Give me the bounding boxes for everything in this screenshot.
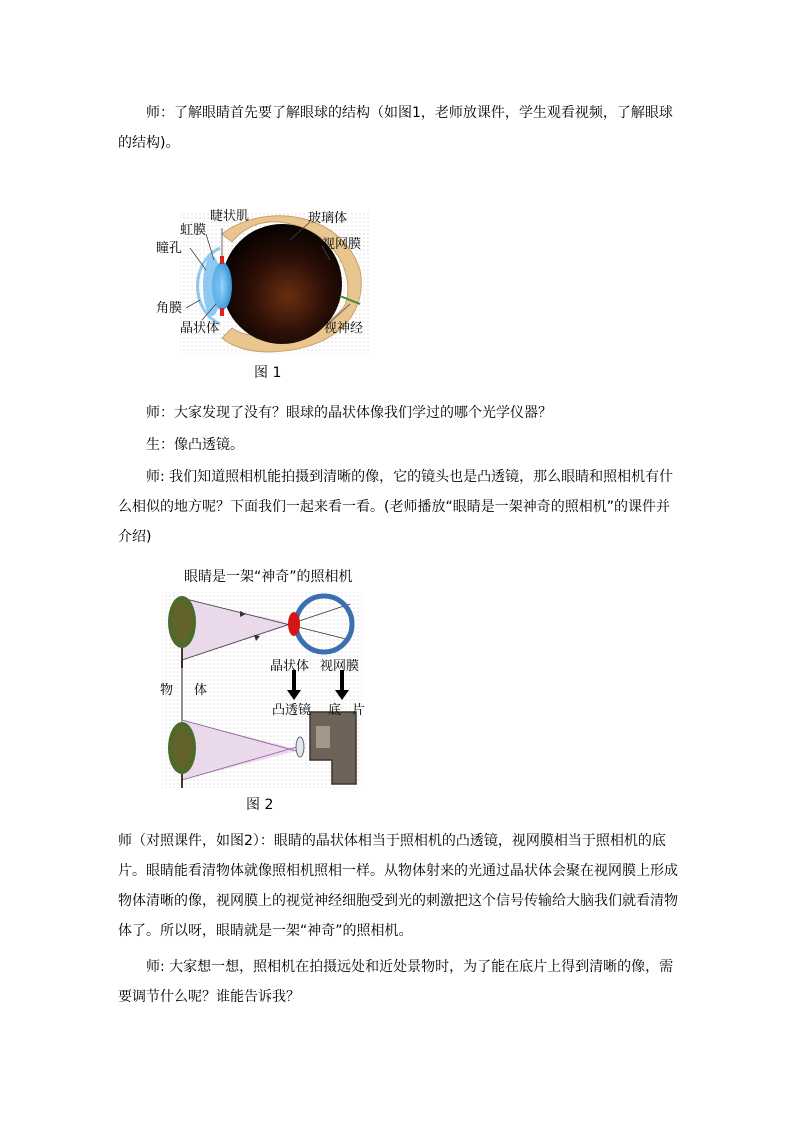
figure-1-eye-diagram — [150, 200, 380, 358]
ciliary-mark-bottom — [220, 308, 224, 316]
camera-mount — [316, 726, 330, 748]
paragraph-1: 师：了解眼睛首先要了解眼球的结构（如图1，老师放课件，学生观看视频，了解眼球的结构)。 — [118, 105, 673, 151]
ciliary-mark-top — [220, 256, 224, 264]
label-film-2: 片 — [352, 703, 366, 718]
paragraph-3: 生：像凸透镜。 — [146, 437, 244, 453]
label-optic-nerve: 视神经 — [324, 321, 364, 336]
paragraph-4: 师: 我们知道照相机能拍摄到清晰的像，它的镜头也是凸透镜，那么眼睛和照相机有什么相似的地方呢？下面我们一起来看一看。(老师播放“眼睛是一架神奇的照相机”的课件并介绍) — [118, 469, 674, 545]
label-vitreous: 玻璃体 — [308, 211, 348, 226]
figure-2-caption: 图 2 — [246, 797, 274, 813]
figure-2-camera-diagram — [160, 590, 370, 790]
paragraph-5: 师（对照课件，如图2）：眼睛的晶状体相当于照相机的凸透镜，视网膜相当于照相机的底片。眼睛能看清物体就像照相机照相一样。从物体射来的光通过晶状体会聚在视网膜上形成物体清晰的像，视网膜上的视觉神经细胞受到光的刺激把这个信号传输给大脑我们就看清物体了。所以呀，眼睛就是一架“神奇”的照相机。 — [118, 833, 678, 939]
figure-2-title: 眼睛是一架“神奇”的照相机 — [184, 569, 353, 585]
label-pupil: 瞳孔 — [156, 241, 183, 256]
label-eye-lens: 晶状体 — [270, 659, 310, 674]
eye-lens-red — [288, 612, 300, 636]
label-object-2: 体 — [194, 683, 208, 698]
label-lens: 晶状体 — [180, 321, 220, 336]
label-object-1: 物 — [160, 683, 174, 698]
label-convex-lens: 凸透镜 — [272, 703, 312, 718]
paragraph-6: 师: 大家想一想，照相机在拍摄远处和近处景物时，为了能在底片上得到清晰的像，需要调节什么呢？谁能告诉我？ — [118, 959, 674, 1005]
iris-shape — [203, 256, 221, 316]
camera-lens — [296, 737, 304, 757]
label-eye-retina: 视网膜 — [320, 659, 360, 674]
label-film-1: 底 — [328, 703, 342, 718]
label-iris: 虹膜 — [180, 223, 207, 238]
label-retina: 视网膜 — [322, 237, 362, 252]
label-cornea: 角膜 — [156, 301, 183, 316]
paragraph-2: 师：大家发现了没有？眼球的晶状体像我们学过的哪个光学仪器？ — [146, 405, 552, 421]
label-ciliary: 睫状肌 — [210, 209, 250, 224]
figure-1-caption: 图 1 — [254, 365, 282, 381]
